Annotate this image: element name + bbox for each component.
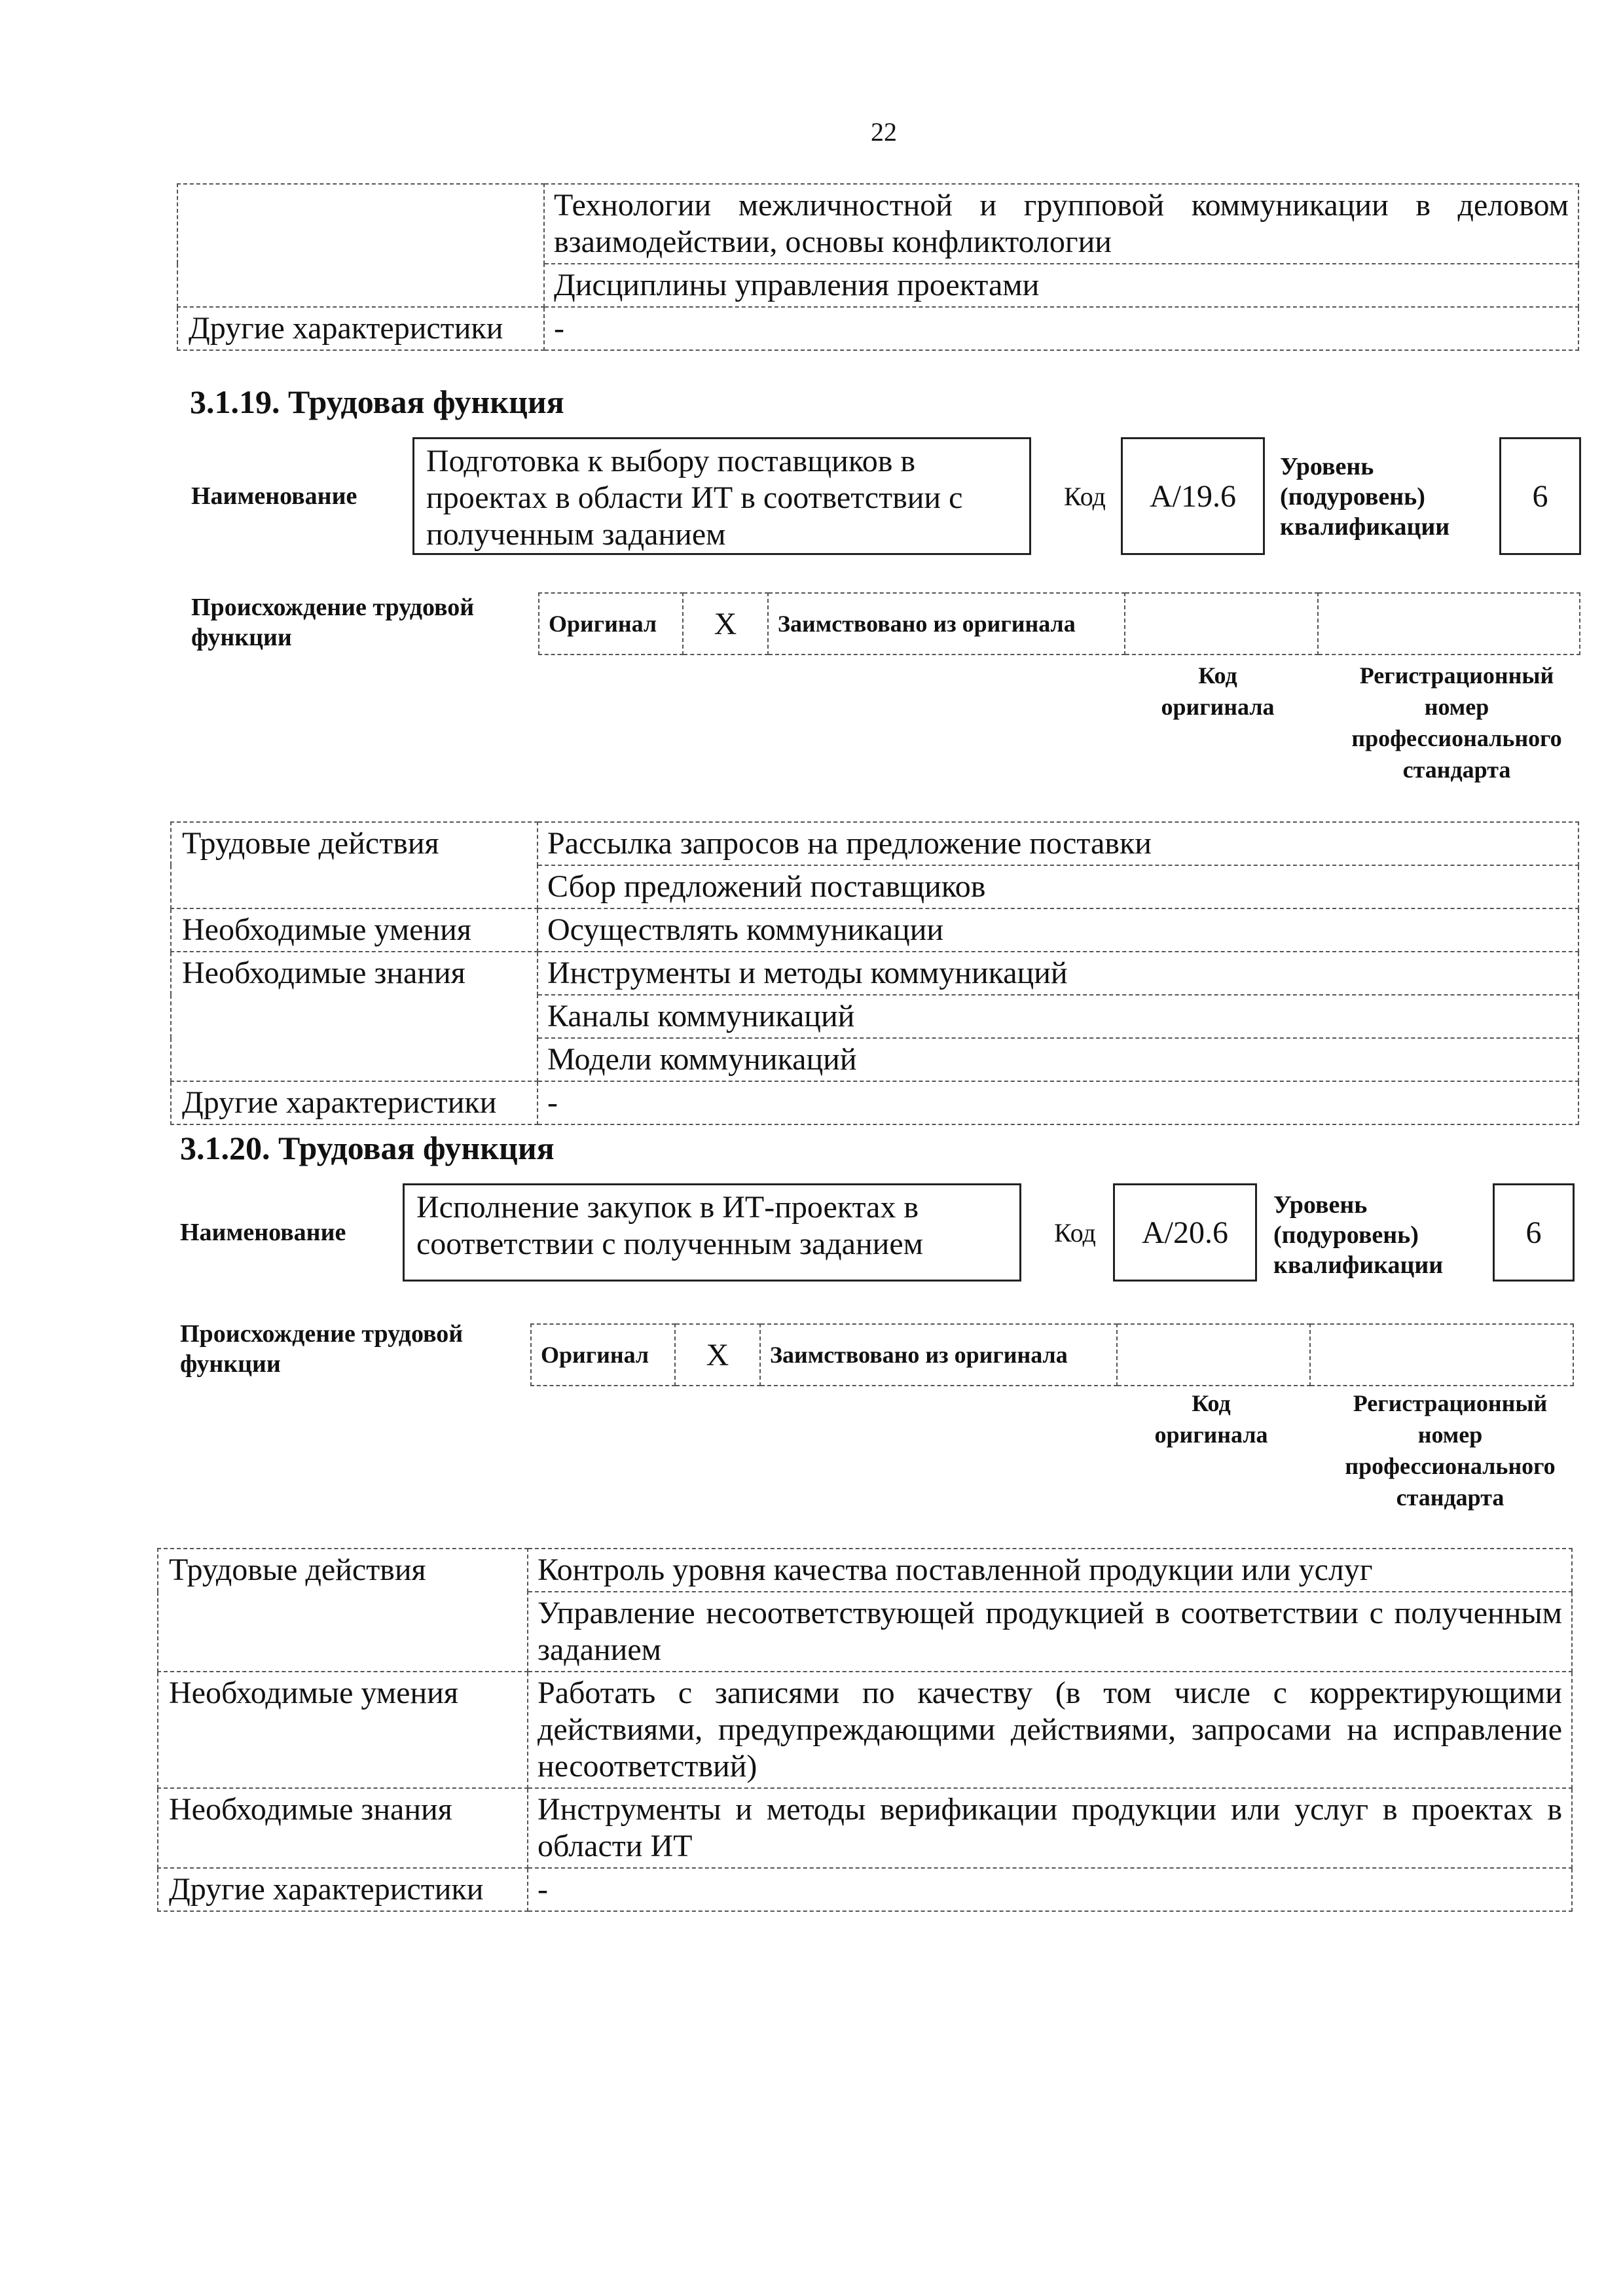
table-row <box>158 1868 1572 1911</box>
other-label: Другие характеристики <box>158 1868 528 1911</box>
labor-action: Рассылка запросов на предложение поставки <box>538 822 1578 865</box>
labor-action: Управление несоответствующей продукцией в соответствии с полученным заданием <box>528 1592 1572 1672</box>
other-value: - <box>538 1081 1578 1124</box>
table-row <box>171 908 1578 952</box>
borrowed-label: Заимствовано из оригинала <box>768 593 1125 655</box>
origin-label: Происхождение трудовой функции <box>191 594 475 651</box>
knowledge-item: Каналы коммуникаций <box>538 995 1578 1038</box>
skills-label: Необходимые умения <box>158 1672 528 1788</box>
code-box <box>1113 1183 1257 1282</box>
section-title: 3.1.20. Трудовая функция <box>180 1130 555 1166</box>
table-row <box>171 822 1578 865</box>
knowledge-item: Инструменты и методы коммуникаций <box>538 952 1578 995</box>
table-row <box>158 1672 1572 1788</box>
orig-code-caption: Код оригинала <box>1154 1390 1268 1448</box>
labor-action: Контроль уровня качества поставленной продукции или услуг <box>528 1549 1572 1592</box>
original-code-cell <box>1125 593 1318 655</box>
name-label: Наименование <box>180 1219 346 1246</box>
function-name-box <box>412 437 1031 555</box>
level-label <box>1273 1190 1457 1280</box>
labor-actions-label: Трудовые действия <box>171 822 538 908</box>
original-label: Оригинал <box>539 593 683 655</box>
skill: Работать с записями по качеству (в том числе с корректирующими действиями, предупреждающими действиями, запросами на исправление несоответствий) <box>528 1672 1572 1788</box>
table-row <box>171 1081 1578 1124</box>
row-label: Другие характеристики <box>177 307 544 350</box>
reg-number-cell <box>1318 593 1580 655</box>
other-value: - <box>528 1868 1572 1911</box>
function-table <box>170 821 1579 1125</box>
row-label <box>177 184 544 307</box>
reg-number-caption: Регистрационный номер профессионального стандарта <box>1345 1390 1556 1511</box>
row-value: Дисциплины управления проектами <box>544 264 1578 307</box>
name-label: Наименование <box>191 482 357 510</box>
level-value: 6 <box>1525 1215 1542 1250</box>
code-label: Код <box>1054 1218 1096 1247</box>
labor-action: Сбор предложений поставщиков <box>538 865 1578 908</box>
table-row <box>158 1549 1572 1592</box>
origin-table <box>538 592 1580 655</box>
row-value: Технологии межличностной и групповой коммуникации в деловом взаимодействии, основы конфликтологии <box>544 184 1578 264</box>
level-label-text: Уровень (подуровень) квалификации <box>1280 453 1450 541</box>
borrowed-label: Заимствовано из оригинала <box>760 1324 1117 1386</box>
level-box <box>1499 437 1581 555</box>
top-table <box>177 183 1579 351</box>
code-box <box>1121 437 1265 555</box>
page-number: 22 <box>871 117 897 147</box>
reg-number-cell <box>1310 1324 1573 1386</box>
origin-label: Происхождение трудовой функции <box>180 1320 464 1378</box>
code-label: Код <box>1064 482 1106 511</box>
other-label: Другие характеристики <box>171 1081 538 1124</box>
original-mark: X <box>675 1324 760 1386</box>
skill: Осуществлять коммуникации <box>538 908 1578 952</box>
labor-actions-label: Трудовые действия <box>158 1549 528 1672</box>
level-box <box>1493 1183 1575 1282</box>
level-label <box>1280 452 1463 542</box>
original-mark: X <box>683 593 768 655</box>
original-code-cell <box>1117 1324 1310 1386</box>
knowledge-label: Необходимые знания <box>171 952 538 1081</box>
origin-table <box>530 1323 1574 1386</box>
knowledge-label: Необходимые знания <box>158 1788 528 1868</box>
function-name: Исполнение закупок в ИТ-проектах в соответствии с полученным заданием <box>416 1190 924 1261</box>
code-value: A/20.6 <box>1142 1215 1228 1250</box>
level-value: 6 <box>1532 478 1548 514</box>
reg-number-caption: Регистрационный номер профессионального стандарта <box>1351 662 1562 783</box>
skills-label: Необходимые умения <box>171 908 538 952</box>
table-row <box>171 952 1578 995</box>
original-label: Оригинал <box>531 1324 675 1386</box>
table-row <box>177 184 1578 264</box>
code-value: A/19.6 <box>1150 478 1236 514</box>
function-name-box <box>403 1183 1021 1282</box>
function-name: Подготовка к выбору поставщиков в проектах в области ИТ в соответствии с полученным заданием <box>426 444 963 552</box>
orig-code-caption: Код оригинала <box>1161 662 1275 720</box>
table-row <box>177 307 1578 350</box>
knowledge-item: Модели коммуникаций <box>538 1038 1578 1081</box>
knowledge-item: Инструменты и методы верификации продукции или услуг в проектах в области ИТ <box>528 1788 1572 1868</box>
section-title: 3.1.19. Трудовая функция <box>190 384 564 420</box>
row-value: - <box>544 307 1578 350</box>
level-label-text: Уровень (подуровень) квалификации <box>1273 1191 1444 1279</box>
table-row <box>158 1788 1572 1868</box>
function-table <box>157 1548 1573 1912</box>
